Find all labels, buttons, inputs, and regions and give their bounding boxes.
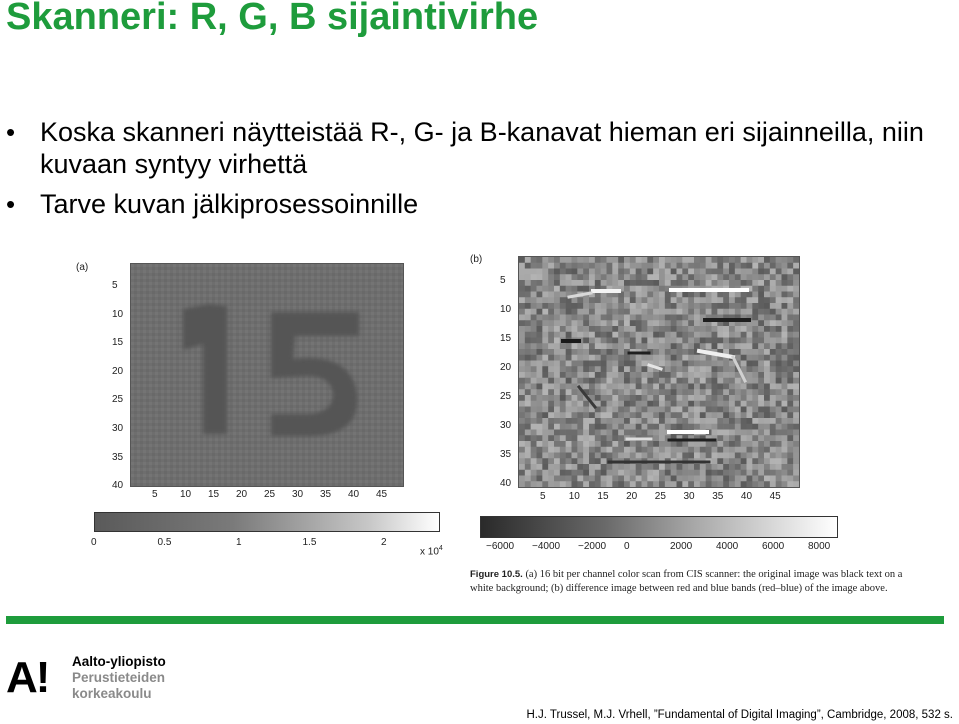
aalto-logo: A! <box>6 653 49 702</box>
panel-b-x-tick: 15 <box>597 491 609 502</box>
panel-b-y-tick: 25 <box>500 391 512 402</box>
panel-a-x-tick: 45 <box>376 489 388 500</box>
panel-a-x-tick: 5 <box>152 489 158 500</box>
panel-a-colorbar-tick: 0 <box>91 537 97 548</box>
bullet-item: • Tarve kuvan jälkiprosessoinnille <box>0 188 940 220</box>
panel-b-colorbar-tick: −2000 <box>578 541 607 552</box>
panel-a-y-tick: 20 <box>112 365 124 377</box>
bullet-item: • Koska skanneri näytteistää R-, G- ja B-kanavat hieman eri sijainneilla, niin kuvaan syntyy virhettä <box>0 116 940 180</box>
panel-a-colorbar-tick: 0.5 <box>157 537 172 548</box>
panel-b-x-tick: 45 <box>769 491 781 502</box>
panel-a-x-tick: 35 <box>320 489 332 500</box>
panel-a-x-tick: 25 <box>264 489 276 500</box>
panel-a-y-tick: 35 <box>112 451 124 463</box>
panel-b-y-tick: 20 <box>500 362 512 373</box>
panel-b-x-tick: 10 <box>568 491 580 502</box>
slide-title: Skanneri: R, G, B sijaintivirhe <box>6 0 539 38</box>
bullet-list <box>0 116 940 220</box>
caption-text: (a) 16 bit per channel color scan from CIS scanner: the original image was black text on a white background; (b) difference image between red and blue bands (red–blue) of the image above. <box>470 569 903 594</box>
panel-a-colorbar <box>94 512 440 532</box>
panel-a-colorbar-tick: 2 <box>381 537 387 548</box>
panel-a-label: (a) <box>76 262 89 273</box>
panel-b-y-tick: 30 <box>500 420 512 431</box>
panel-b-colorbar-tick: 8000 <box>808 541 831 552</box>
org-line-2: Perustieteiden <box>72 670 166 685</box>
panel-a-x-tick: 20 <box>236 489 248 500</box>
panel-a-image <box>130 263 404 487</box>
organization-name <box>72 654 166 702</box>
panel-b-label: (b) <box>470 254 483 265</box>
panel-a-y-tick: 5 <box>112 280 118 291</box>
panel-a-y-tick: 15 <box>112 337 124 349</box>
panel-a-y-tick: 30 <box>112 423 124 434</box>
panel-b-x-tick: 30 <box>683 491 695 502</box>
panel-b-colorbar-tick: 0 <box>624 541 630 552</box>
panel-a-y-tick: 40 <box>112 480 124 492</box>
panel-a-x-tick: 10 <box>180 489 192 500</box>
panel-b-colorbar-tick: 6000 <box>762 541 785 552</box>
panel-b-x-tick: 35 <box>712 491 724 502</box>
panel-a-y-tick: 25 <box>112 394 124 406</box>
caption-label: Figure 10.5. <box>470 569 523 580</box>
panel-b-x-tick: 20 <box>626 491 638 502</box>
panel-b-y-tick: 40 <box>500 478 512 489</box>
reference-citation: H.J. Trussel, M.J. Vrhell, ”Fundamental of Digital Imaging”, Cambridge, 2008, 532 s. <box>526 709 953 721</box>
panel-b-x-tick: 25 <box>654 491 666 502</box>
panel-b-y-tick: 35 <box>500 449 512 460</box>
panel-a-colorbar-tick: 1.5 <box>302 537 317 548</box>
panel-b-x-tick: 5 <box>540 491 546 502</box>
panel-b-colorbar-tick: 4000 <box>716 541 739 552</box>
panel-b-colorbar-tick: −4000 <box>532 541 561 552</box>
panel-b-colorbar <box>480 516 838 538</box>
org-line-1: Aalto-yliopisto <box>72 654 166 669</box>
panel-b-y-tick: 10 <box>500 304 512 315</box>
panel-a-x-tick: 40 <box>348 489 360 500</box>
panel-b-colorbar-tick: −6000 <box>486 541 515 552</box>
panel-a-x-tick: 30 <box>292 489 304 500</box>
panel-b-image <box>518 256 800 488</box>
panel-b-difference-image <box>519 257 799 487</box>
green-divider <box>6 616 944 624</box>
panel-a-y-tick: 10 <box>112 308 124 320</box>
panel-b-colorbar-tick: 2000 <box>670 541 693 552</box>
org-line-3: korkeakoulu <box>72 686 152 701</box>
panel-a-scan-image <box>131 264 403 486</box>
panel-a-colorbar-multiplier: x $10^4$ <box>420 545 443 558</box>
panel-b-y-tick: 15 <box>500 333 512 344</box>
panel-b-y-tick: 5 <box>500 275 506 286</box>
panel-b-x-tick: 40 <box>740 491 753 502</box>
figure-caption <box>470 568 920 596</box>
panel-a-colorbar-tick: 1 <box>236 537 242 548</box>
panel-a-x-tick: 15 <box>208 489 220 500</box>
